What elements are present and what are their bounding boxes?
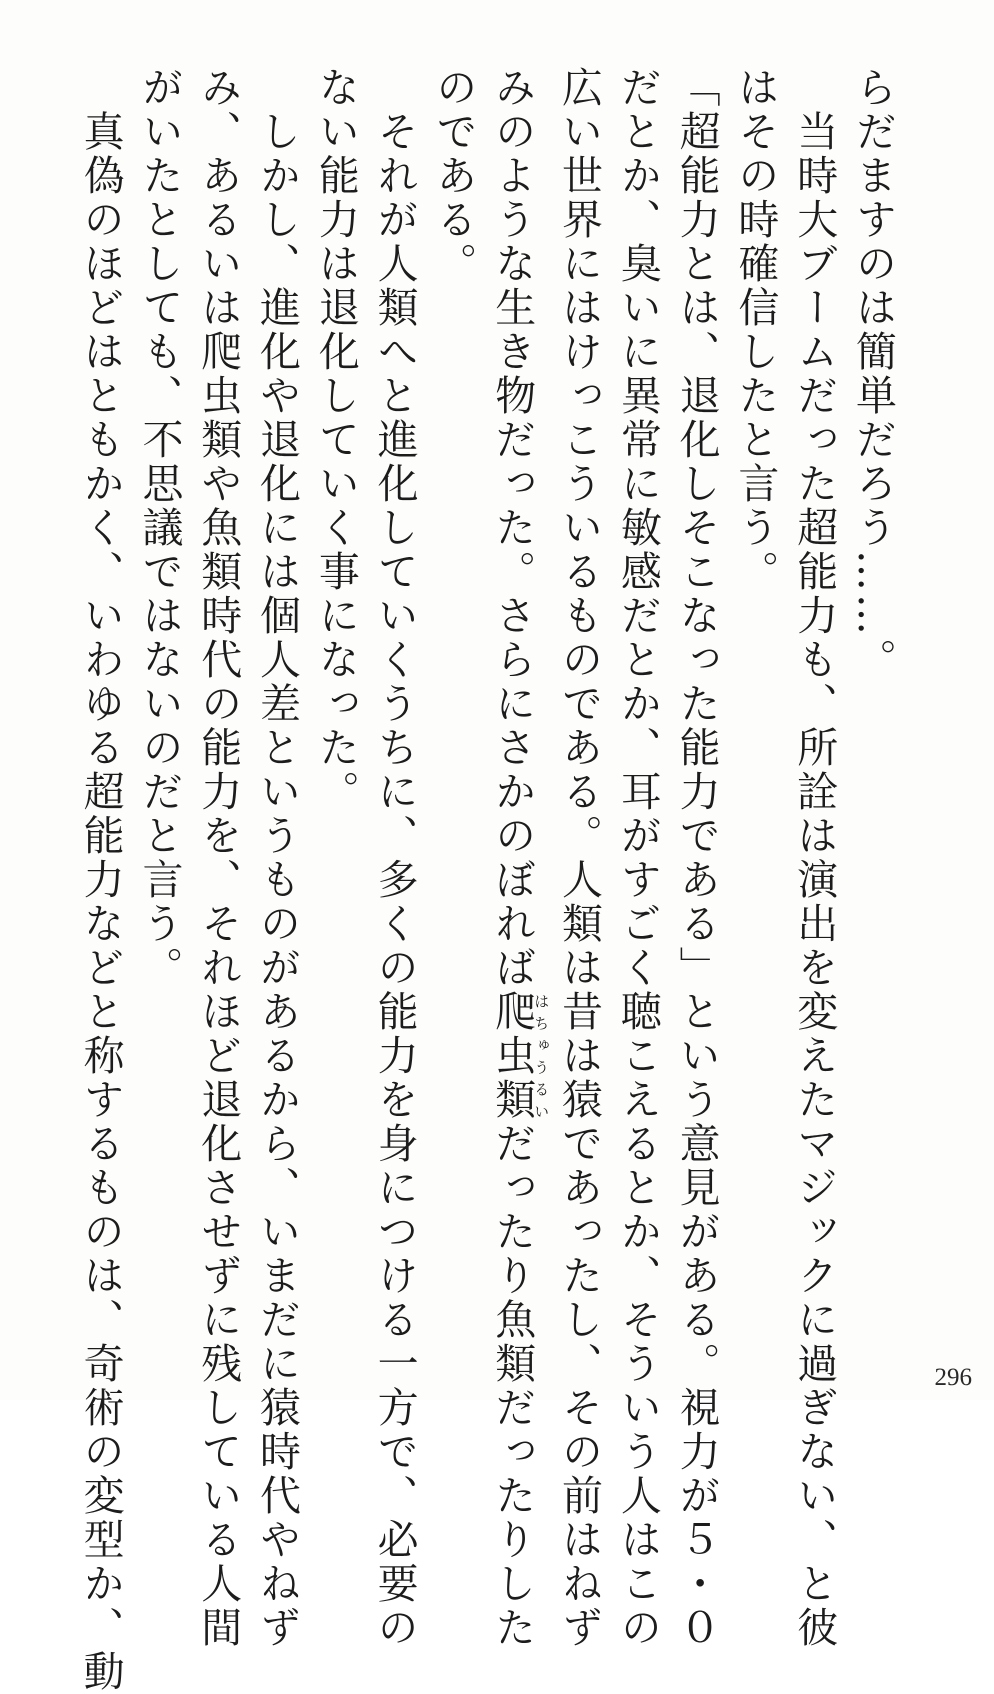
- text-line-4: 「超能力とは、退化しそこなった能力である」という意見がある。視力が５・０: [672, 66, 721, 1650]
- text-line-7-suffix: だったり魚類だったりした: [488, 1122, 537, 1650]
- furigana-base: 爬虫類: [488, 990, 537, 1122]
- text-line-9: それが人類へと進化していくうちに、多くの能力を身につける一方で、必要の: [370, 66, 419, 1650]
- text-line-6: 広い世界にはけっこういるものである。人類は昔は猿であったし、その前はねず: [555, 66, 604, 1650]
- text-line-8: のである。: [429, 66, 478, 286]
- vertical-text-block: [76, 66, 902, 1694]
- text-line-7-main: みのような生き物だった。さらにさかのぼれば: [488, 66, 537, 990]
- text-line-12: み、あるいは爬虫類や魚類時代の能力を、それほど退化させずに残している人間: [194, 66, 243, 1650]
- text-line-10: ない能力は退化していく事になった。: [311, 66, 360, 814]
- text-line-11: しかし、進化や退化には個人差というものがあるから、いまだに猿時代やねず: [253, 66, 302, 1650]
- furigana-reading: はちゅうるい: [532, 990, 551, 1122]
- page-number: 296: [934, 1364, 972, 1391]
- text-line-13: がいたとしても、不思議ではないのだと言う。: [135, 66, 184, 990]
- furigana-word: [488, 990, 551, 1122]
- text-line-2: 当時大ブームだった超能力も、所詮は演出を変えたマジックに過ぎない、と彼: [790, 66, 839, 1650]
- text-line-3: はその時確信したと言う。: [731, 66, 780, 594]
- text-line-5: だとか、臭いに異常に敏感だとか、耳がすごく聴こえるとか、そういう人はこの: [613, 66, 662, 1650]
- text-line-14: 真偽のほどはともかく、いわゆる超能力などと称するものは、奇術の変型か、動: [76, 66, 125, 1694]
- text-line-7: [482, 66, 551, 1650]
- text-line-1: らだますのは簡単だろう……。: [849, 66, 897, 682]
